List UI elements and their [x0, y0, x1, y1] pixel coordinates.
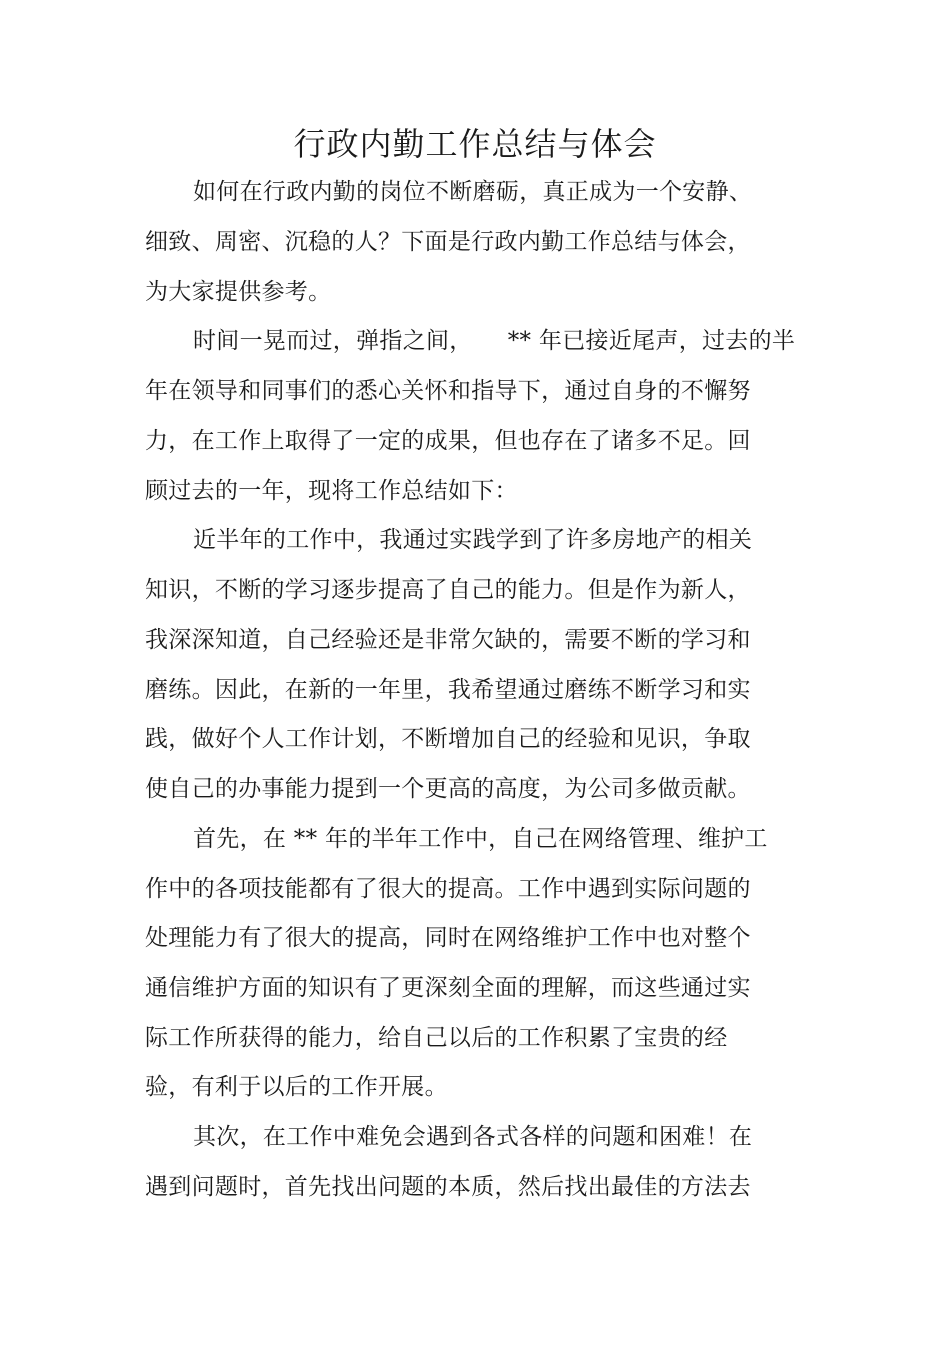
- text-line: 顾过去的一年，现将工作总结如下：: [145, 478, 518, 504]
- text-line: 首先，在 ** 年的半年工作中，自己在网络管理、维护工: [193, 826, 768, 852]
- text-line: 知识，不断的学习逐步提高了自己的能力。但是作为新人，: [145, 577, 751, 603]
- text-line: 际工作所获得的能力，给自己以后的工作积累了宝贵的经: [145, 1025, 728, 1051]
- text-line: 时间一晃而过，弹指之间， ** 年已接近尾声，过去的半: [193, 328, 796, 354]
- text-line: 通信维护方面的知识有了更深刻全面的理解，而这些通过实: [145, 975, 751, 1001]
- text-line: 其次，在工作中难免会遇到各式各样的问题和困难！在: [193, 1124, 753, 1150]
- text-line: 验，有利于以后的工作开展。: [145, 1074, 448, 1100]
- text-line: 我深深知道，自己经验还是非常欠缺的，需要不断的学习和: [145, 627, 751, 653]
- text-line: 践，做好个人工作计划，不断增加自己的经验和见识，争取: [145, 726, 751, 752]
- text-line: 磨练。因此，在新的一年里，我希望通过磨练不断学习和实: [145, 677, 751, 703]
- text-line: 遇到问题时，首先找出问题的本质，然后找出最佳的方法去: [145, 1174, 751, 1200]
- text-line: 近半年的工作中，我通过实践学到了许多房地产的相关: [193, 527, 753, 553]
- document-title: 行政内勤工作总结与体会: [293, 125, 657, 163]
- text-line: 处理能力有了很大的提高，同时在网络维护工作中也对整个: [145, 925, 751, 951]
- text-line: 年在领导和同事们的悉心关怀和指导下，通过自身的不懈努: [145, 378, 751, 404]
- text-line: 细致、周密、沉稳的人？下面是行政内勤工作总结与体会，: [145, 229, 751, 255]
- text-line: 为大家提供参考。: [145, 279, 332, 305]
- text-line: 使自己的办事能力提到一个更高的高度，为公司多做贡献。: [145, 776, 751, 802]
- text-line: 作中的各项技能都有了很大的提高。工作中遇到实际问题的: [145, 876, 751, 902]
- text-line: 如何在行政内勤的岗位不断磨砺，真正成为一个安静、: [193, 179, 753, 205]
- text-line: 力，在工作上取得了一定的成果，但也存在了诸多不足。回: [145, 428, 751, 454]
